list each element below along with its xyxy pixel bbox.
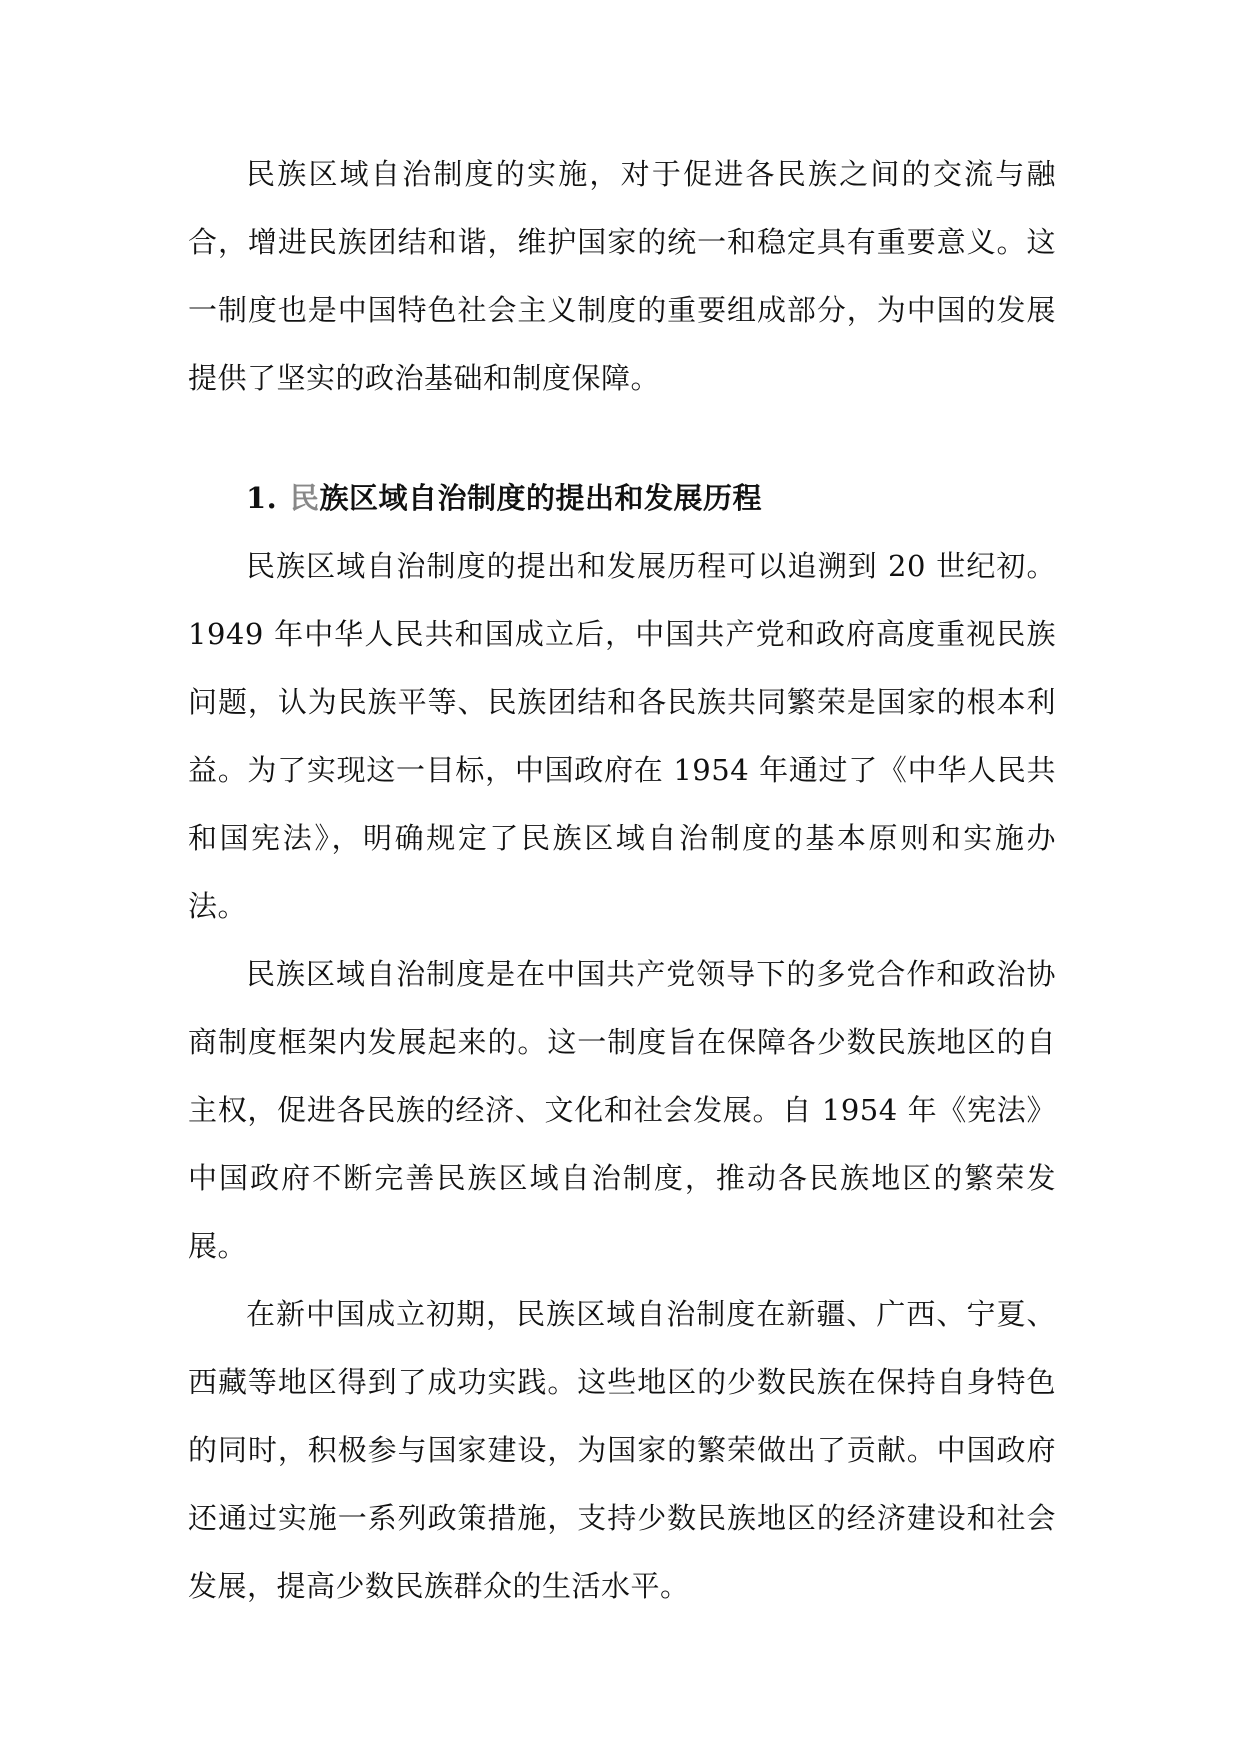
document-body bbox=[188, 140, 1056, 1620]
section-heading bbox=[188, 464, 1056, 532]
body-paragraph: 在新中国成立初期，民族区域自治制度在新疆、广西、宁夏、西藏等地区得到了成功实践。这些地区的少数民族在保持自身特色的同时，积极参与国家建设，为国家的繁荣做出了贡献。中国政府还通过实施一系列政策措施，支持少数民族地区的经济建设和社会发展，提高少数民族群众的生活水平。 bbox=[188, 1297, 1056, 1603]
section-number: 1. bbox=[246, 481, 278, 515]
body-paragraph: 民族区域自治制度的提出和发展历程可以追溯到 20 世纪初。1949 年中华人民共和国成立后，中国共产党和政府高度重视民族问题，认为民族平等、民族团结和各民族共同繁荣是国家的根本利益。为了实现这一目标，中国政府在 1954 年通过了《中华人民共和国宪法》，明确规定了民族区域自治制度的基本原则和实施办法。 bbox=[188, 549, 1056, 923]
section-heading-text: 族区域自治制度的提出和发展历程 bbox=[319, 481, 763, 515]
intro-paragraph: 民族区域自治制度的实施，对于促进各民族之间的交流与融合，增进民族团结和谐，维护国家的统一和稳定具有重要意义。这一制度也是中国特色社会主义制度的重要组成部分，为中国的发展提供了坚实的政治基础和制度保障。 bbox=[188, 157, 1056, 395]
section-heading-first-char: 民 bbox=[290, 481, 320, 515]
body-paragraph: 民族区域自治制度是在中国共产党领导下的多党合作和政治协商制度框架内发展起来的。这一制度旨在保障各少数民族地区的自主权，促进各民族的经济、文化和社会发展。自 1954 年《宪法》中国政府不断完善民族区域自治制度，推动各民族地区的繁荣发展。 bbox=[188, 957, 1056, 1263]
